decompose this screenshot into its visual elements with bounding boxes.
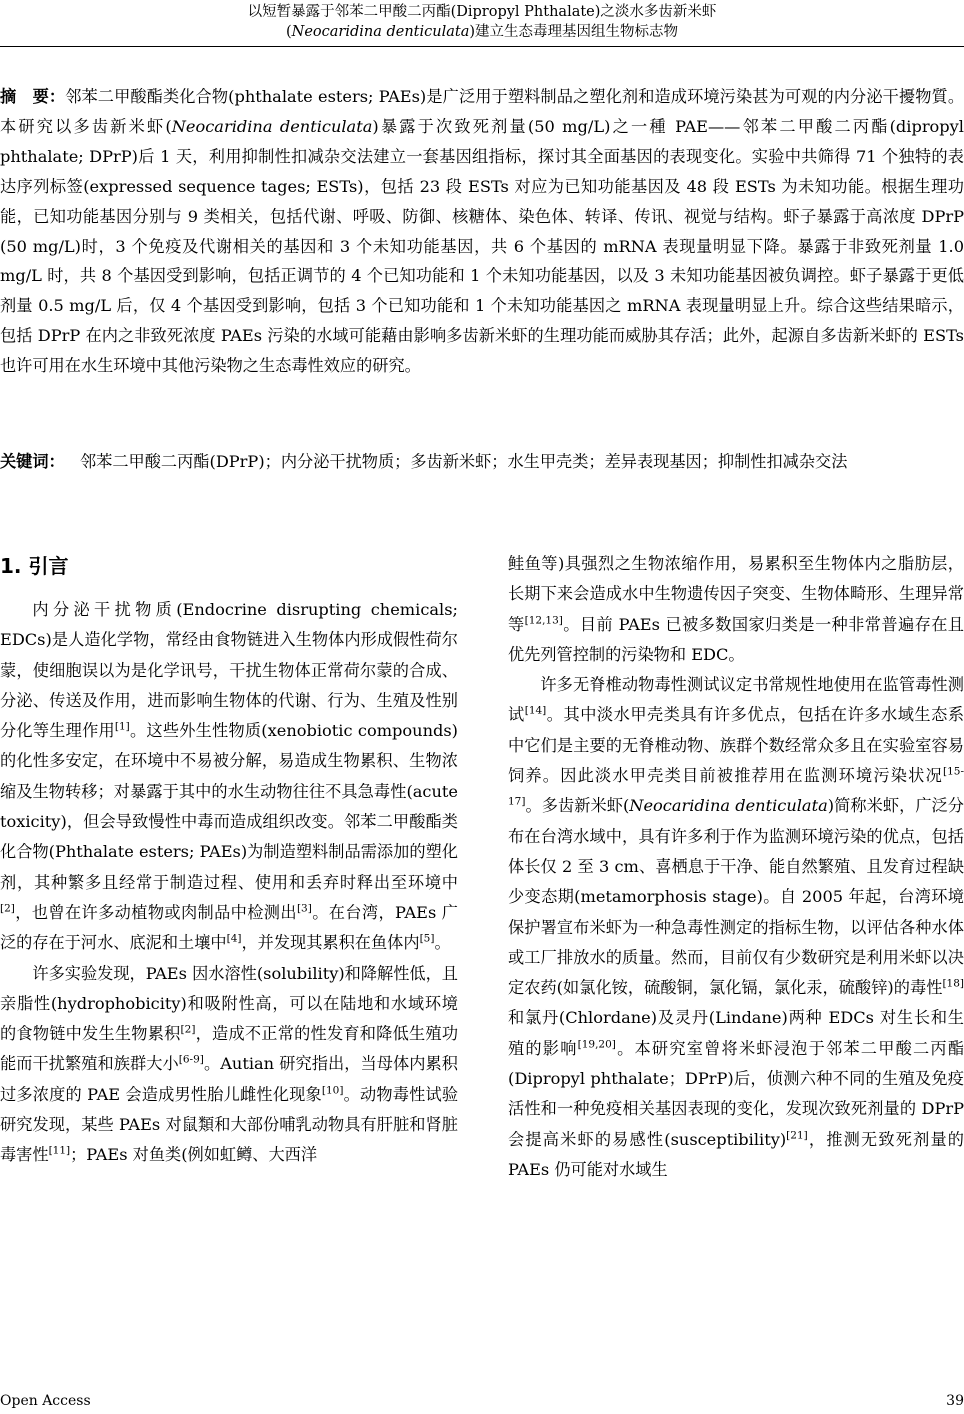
citation: [18] <box>942 977 964 990</box>
right-paragraph-2 <box>508 670 964 1185</box>
text-run: ，造成不正常的性发育和降低生殖功能而干扰繁殖和族群大小 <box>0 1024 459 1074</box>
text-run: 许多实验发现，PAEs 因水溶性(solubility)和降解性低，且亲脂性(hydrophobicity)和吸附性高，可以在陆地和水域环境的食物链中发生生物累积 <box>0 963 458 1044</box>
text-run: 。在台湾，PAEs 广泛的存在于河水、底泥和土壤中 <box>0 902 458 953</box>
text-run: 。多齿新米虾( <box>525 796 630 816</box>
abstract-text-1: 邻苯二甲酸酯类化合物(phthalate esters; PAEs)是广泛用于塑料制品之塑化剂和造成环境污染甚为可观的内分泌干擾物質。本研究以多齿新米虾( <box>0 87 964 136</box>
citation: [14] <box>524 705 547 718</box>
text-run: 。 <box>434 933 451 953</box>
footer-open-access: Open Access <box>0 1393 91 1409</box>
text-run: 。动物毒性试验研究发现，某些 PAEs 对鼠類和大部份哺乳动物具有肝脏和肾脏毒害性 <box>0 1084 459 1165</box>
text-run: ，推测无致死剂量的 PAEs 仍可能对水域生 <box>508 1129 964 1179</box>
text-run: 。其中淡水甲壳类具有许多优点，包括在许多水域生态系中它们是主要的无脊椎动物、族群个数经常众多且在实验室容易饲养。因此淡水甲壳类目前被推荐用在监测环境污染状况 <box>508 705 964 786</box>
citation: [1] <box>114 720 130 733</box>
citation: [2] <box>180 1023 196 1036</box>
abstract-text-2: )暴露于次致死剂量(50 mg/L)之一種 PAE——邻苯二甲酸二丙酯(dipropyl phthalate; DPrP)后 1 天，利用抑制性扣减杂交法建立一套基因组指标，探讨其全面基因的表现变化。实验中共筛得 71 个独特的表达序列标签(expressed sequence tages; ESTs)，包括 23 段 ESTs 对应为已知功能基因及 48 段 ESTs 为未知功能。根据生理功能，已知功能基因分别与 9 类相关，包括代谢、呼吸、防御、核糖体、染色体、转译、传讯、视觉与结构。虾子暴露于高浓度 DPrP (50 mg/L)时，3 个免疫及代谢相关的基因和 3 个未知功能基因，共 6 个基因的 mRNA 表现量明显下降。暴露于非致死剂量 1.0 mg/L 时，共 8 个基因受到影响，包括正调节的 4 个已知功能和 1 个未知功能基因，以及 3 未知功能基因被负调控。虾子暴露于更低剂量 0.5 mg/L 后，仅 4 个基因受到影响，包括 3 个已知功能和 1 个未知功能基因之 mRNA 表现量明显上升。综合这些结果暗示，包括 DPrP 在内之非致死浓度 PAEs 污染的水域可能藉由影响多齿新米虾的生理功能而威胁其存活；此外，起源自多齿新米虾的 ESTs 也许可用在水生环境中其他污染物之生态毒性效应的研究。 <box>0 116 964 376</box>
text-run: 。目前 PAEs 已被多数国家归类是一种非常普遍存在且优先列管控制的污染物和 EDC。 <box>508 614 964 664</box>
citation: [19,20] <box>577 1038 616 1051</box>
citation: [11] <box>48 1144 71 1157</box>
keywords-text: 邻苯二甲酸二丙酯(DPrP)；内分泌干扰物质；多齿新米虾；水生甲壳类；差异表现基因；抑制性扣减杂交法 <box>80 452 848 471</box>
text-run: ；PAEs 对鱼类(例如虹鳟、大西洋 <box>70 1145 318 1165</box>
text-run: 和氯丹(Chlordane)及灵丹(Lindane)两种 EDCs 对生长和生殖的影响 <box>508 1008 964 1058</box>
citation: [12,13] <box>524 614 563 627</box>
abstract-label: 摘 要： <box>0 87 66 106</box>
left-column <box>0 595 458 1171</box>
running-title-line1: 以短暂暴露于邻苯二甲酸二丙酯(Dipropyl Phthalate)之淡水多齿新米虾 <box>247 4 717 20</box>
right-column <box>508 549 964 1185</box>
section-title-introduction: 1. 引言 <box>0 554 69 578</box>
text-run: 。这些外生性物质(xenobiotic compounds)的化性多安定，在环境中不易被分解，易造成生物累积、生物浓缩及生物转移；对暴露于其中的水生动物往往不具急毒性(acute toxicity)，但会导致慢性中毒而造成组织改变。邻苯二甲酸酯类化合物(Phthalate esters; PAEs)为制造塑料制品需添加的塑化剂，其种繁多且经常于制造过程、使用和丢弃时释出至环境中 <box>0 721 458 892</box>
header-rule <box>0 46 964 47</box>
abstract <box>0 82 964 381</box>
citation: [5] <box>419 932 435 945</box>
text-run: ，并发现其累积在鱼体内 <box>241 933 420 953</box>
text-run: 。Autian 研究指出，当母体内累积过多浓度的 PAE 会造成男性胎儿雌性化现象 <box>0 1054 458 1104</box>
citation: [6-9] <box>178 1054 204 1067</box>
text-run: ，也曾在许多动植物或肉制品中检测出 <box>14 902 297 922</box>
text-run: 鲑鱼等)具强烈之生物浓缩作用，易累积至生物体内之脂肪层，长期下来会造成水中生物遗传因子突变、生物体畸形、生理异常等 <box>508 554 964 634</box>
citation: [15-17] <box>508 765 964 808</box>
text-run: 内分泌干扰物质(Endocrine disrupting chemicals; EDCs)是人造化学物，常经由食物链进入生物体内形成假性荷尔蒙，使细胞误以为是化学讯号，干扰生物体正常荷尔蒙的合成、分泌、传送及作用，进而影响生物体的代谢、行为、生殖及性别分化等生理作用 <box>0 600 458 741</box>
citation: [3] <box>296 902 312 915</box>
text-run: 许多无脊椎动物毒性测试议定书常规性地使用在监管毒性测试 <box>508 675 964 725</box>
keywords-label: 关键词： <box>0 452 65 471</box>
running-title-suffix: )建立生态毒理基因组生物标志物 <box>469 24 679 40</box>
page-number: 39 <box>946 1393 964 1409</box>
left-paragraph-1 <box>0 595 458 959</box>
keywords <box>0 448 964 475</box>
left-paragraph-2 <box>0 959 458 1171</box>
right-paragraph-1 <box>508 549 964 670</box>
text-run: )简称米虾，广泛分布在台湾水域中，具有许多利于作为监测环境污染的优点，包括体长仅 2 至 3 cm、喜栖息于干净、能自然繁殖、且发育过程缺少变态期(metamorphosis stage)。自 2005 年起，台湾环境保护署宣布米虾为一种急毒性测定的指标生物，以评估各种水体或工厂排放水的质量。然而，目前仅有少数研究是利用米虾以决定农药(如氯化铵，硫酸铜，氯化镉，氯化汞，硫酸锌)的毒性 <box>508 796 964 998</box>
running-title-species: Neocaridina denticulata <box>291 24 470 40</box>
species-name: Neocaridina denticulata <box>629 796 828 816</box>
citation: [2] <box>0 902 15 915</box>
running-title-line2: (Neocaridina denticulata)建立生态毒理基因组生物标志物 <box>285 24 679 40</box>
citation: [10] <box>321 1084 344 1097</box>
text-run: 。本研究室曾将米虾浸泡于邻苯二甲酸二丙酯(Dipropyl phthalate；DPrP)后，侦测六种不同的生殖及免疫活性和一种免疫相关基因表现的变化，发现次致死剂量的 DPrP 会提高米虾的易感性(susceptibility) <box>508 1038 964 1149</box>
citation: [21] <box>786 1129 808 1142</box>
abstract-species: Neocaridina denticulata <box>171 116 373 136</box>
citation: [4] <box>226 932 242 945</box>
